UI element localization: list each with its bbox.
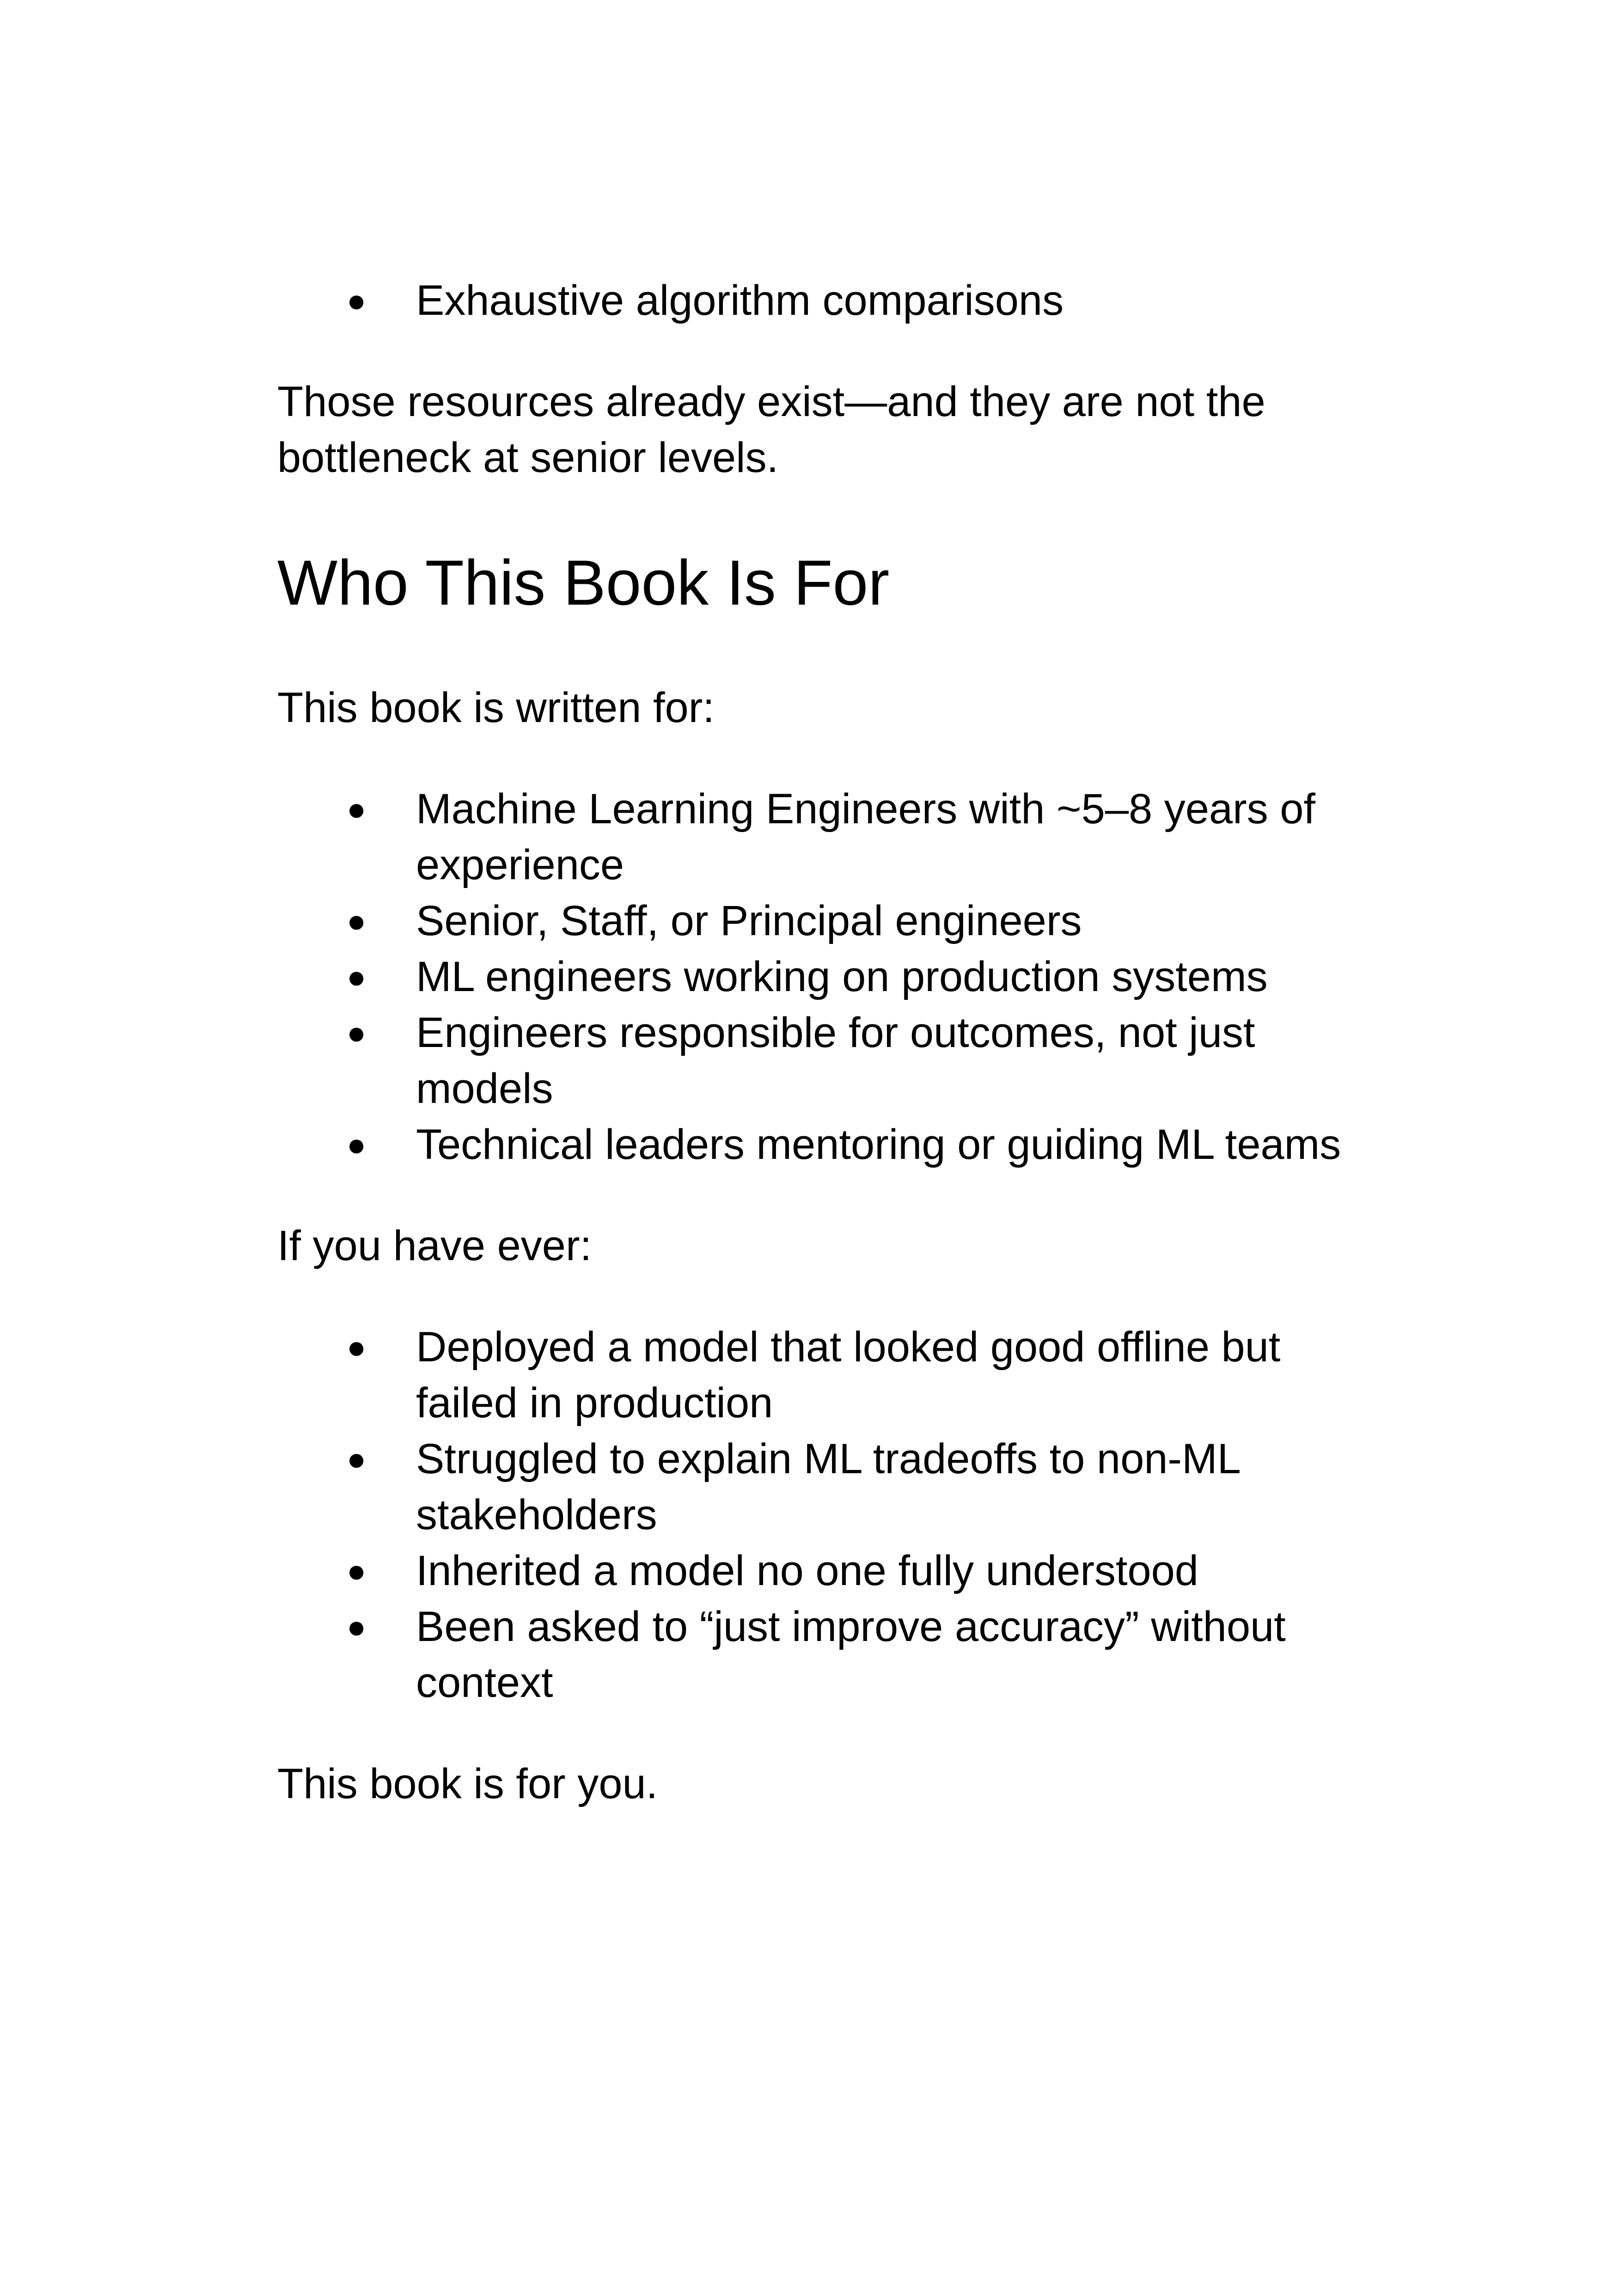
list-item-text: Machine Learning Engineers with ~5–8 years of experience bbox=[416, 785, 1315, 888]
experience-list bbox=[277, 1319, 1359, 1711]
page-content bbox=[277, 273, 1359, 1812]
list-item-text: Been asked to “just improve accuracy” without context bbox=[416, 1603, 1286, 1706]
list-item-text: Senior, Staff, or Principal engineers bbox=[416, 897, 1082, 944]
if-lead: If you have ever: bbox=[277, 1222, 592, 1269]
list-item-text: Technical leaders mentoring or guiding ML teams bbox=[416, 1121, 1341, 1168]
bullet-icon: ● bbox=[347, 1329, 367, 1365]
top-bullet-list bbox=[277, 273, 1359, 329]
list-item bbox=[277, 781, 1359, 893]
list-item bbox=[277, 949, 1359, 1005]
bullet-icon: ● bbox=[347, 1441, 367, 1477]
bullet-icon: ● bbox=[347, 282, 367, 318]
list-item bbox=[277, 1005, 1359, 1117]
bullet-icon: ● bbox=[347, 1553, 367, 1589]
list-item bbox=[277, 1543, 1359, 1599]
audience-list bbox=[277, 781, 1359, 1173]
section-heading: Who This Book Is For bbox=[277, 547, 890, 618]
written-for-lead: This book is written for: bbox=[277, 684, 715, 731]
list-item bbox=[277, 1117, 1359, 1173]
bullet-icon: ● bbox=[347, 791, 367, 827]
list-item-text: Inherited a model no one fully understood bbox=[416, 1547, 1198, 1594]
bullet-icon: ● bbox=[347, 959, 367, 995]
closing-line: This book is for you. bbox=[277, 1760, 658, 1807]
list-item-text: Deployed a model that looked good offline but failed in production bbox=[416, 1323, 1281, 1427]
list-item bbox=[277, 273, 1359, 329]
bullet-icon: ● bbox=[347, 1609, 367, 1645]
list-item bbox=[277, 1599, 1359, 1711]
list-item bbox=[277, 1431, 1359, 1543]
bullet-icon: ● bbox=[347, 1015, 367, 1051]
list-item bbox=[277, 893, 1359, 949]
bullet-icon: ● bbox=[347, 1127, 367, 1163]
intro-paragraph: Those resources already exist—and they are not the bottleneck at senior levels. bbox=[277, 378, 1266, 481]
bullet-icon: ● bbox=[347, 903, 367, 939]
list-item-text: Exhaustive algorithm comparisons bbox=[416, 277, 1064, 324]
list-item-text: Struggled to explain ML tradeoffs to non-ML stakeholders bbox=[416, 1435, 1240, 1538]
list-item bbox=[277, 1319, 1359, 1431]
list-item-text: ML engineers working on production systems bbox=[416, 953, 1268, 1000]
list-item-text: Engineers responsible for outcomes, not just models bbox=[416, 1009, 1255, 1112]
